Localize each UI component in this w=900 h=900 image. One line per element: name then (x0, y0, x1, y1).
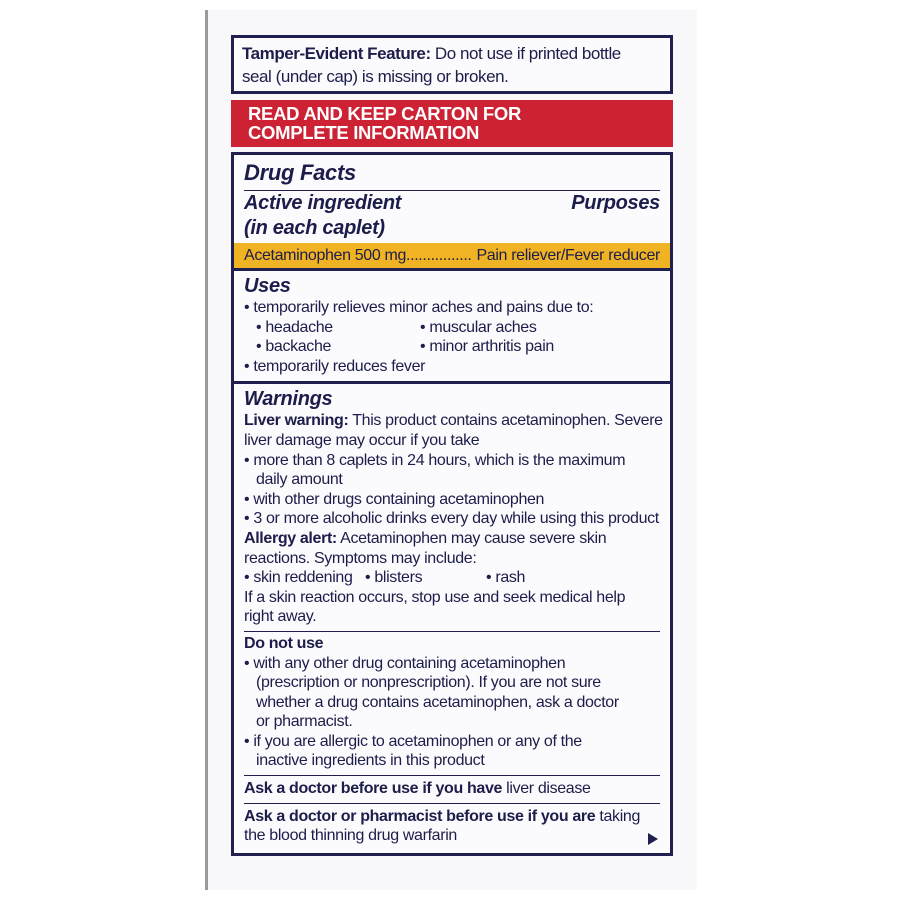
active-ingredient-header (234, 191, 670, 216)
liver-warning-label: Liver warning: (244, 412, 349, 430)
use-item: • backache (256, 338, 332, 356)
do-not-use-bullet: • if you are allergic to acetaminophen or any of the (244, 732, 582, 750)
warning-text: Acetaminophen may cause severe skin (336, 529, 607, 547)
ingredient-name: Acetaminophen 500 mg................ (244, 247, 472, 264)
warning-bullet: • 3 or more alcoholic drinks every day while using this product (244, 510, 659, 528)
warning-bullet: • with other drugs containing acetaminophen (244, 490, 545, 508)
warning-text: right away. (244, 608, 317, 626)
allergy-alert-label: Allergy alert: (244, 529, 337, 547)
drug-facts-box (231, 152, 673, 856)
warning-bullet: daily amount (256, 471, 343, 489)
warning-text: taking (595, 807, 641, 825)
ask-doctor-section (234, 776, 670, 803)
ingredient-row (234, 243, 670, 268)
in-each-caplet: (in each caplet) (244, 217, 385, 239)
symptom: • blisters (365, 569, 423, 587)
ask-pharmacist-label: Ask a doctor or pharmacist before use if you are (244, 807, 596, 825)
tamper-label: Tamper-Evident Feature: (242, 44, 431, 63)
uses-line: • temporarily relieves minor aches and pains due to: (244, 299, 594, 316)
ask-pharmacist-section (234, 804, 670, 846)
symptom: • skin reddening (244, 569, 353, 587)
do-not-use-heading: Do not use (244, 634, 324, 652)
symptom: • rash (486, 569, 526, 587)
warning-text: reactions. Symptoms may include: (244, 549, 477, 567)
ingredient-purpose: Pain reliever/Fever reducer (476, 247, 660, 264)
banner-line: READ AND KEEP CARTON FOR (248, 103, 522, 124)
banner-line: COMPLETE INFORMATION (248, 122, 480, 143)
warnings-heading: Warnings (244, 388, 333, 411)
warnings-section (234, 384, 670, 631)
read-carton-banner (231, 100, 673, 147)
warning-text: liver disease (502, 780, 591, 798)
do-not-use-text: (prescription or nonprescription). If you are not sure (256, 674, 601, 692)
warning-text: If a skin reaction occurs, stop use and seek medical help (244, 588, 626, 606)
warning-text: liver damage may occur if you take (244, 431, 480, 449)
use-item: • minor arthritis pain (420, 338, 554, 356)
uses-line: • temporarily reduces fever (244, 357, 426, 375)
use-item: • headache (256, 318, 333, 336)
tamper-text: Do not use if printed bottle (430, 44, 621, 63)
active-ingredient-subheader (234, 216, 670, 241)
uses-heading: Uses (244, 275, 291, 297)
warning-text: the blood thinning drug warfarin (244, 827, 457, 845)
do-not-use-text: or pharmacist. (256, 713, 353, 731)
do-not-use-section (234, 632, 670, 775)
do-not-use-text: inactive ingredients in this product (256, 752, 485, 770)
active-ingredient-heading: Active ingredient (244, 192, 402, 214)
do-not-use-text: whether a drug contains acetaminophen, ask a doctor (256, 693, 619, 711)
do-not-use-bullet: • with any other drug containing acetaminophen (244, 654, 566, 672)
warning-text: This product contains acetaminophen. Severe (348, 412, 663, 430)
purposes-heading: Purposes (571, 192, 660, 214)
use-item: • muscular aches (420, 318, 537, 336)
warning-bullet: • more than 8 caplets in 24 hours, which is the maximum (244, 451, 626, 469)
uses-section (234, 271, 670, 381)
tamper-evident-box (231, 35, 673, 94)
ask-doctor-label: Ask a doctor before use if you have (244, 780, 503, 798)
continue-arrow-icon (648, 833, 658, 845)
tamper-text-2: seal (under cap) is missing or broken. (242, 67, 509, 86)
drug-facts-title: Drug Facts (244, 160, 356, 185)
